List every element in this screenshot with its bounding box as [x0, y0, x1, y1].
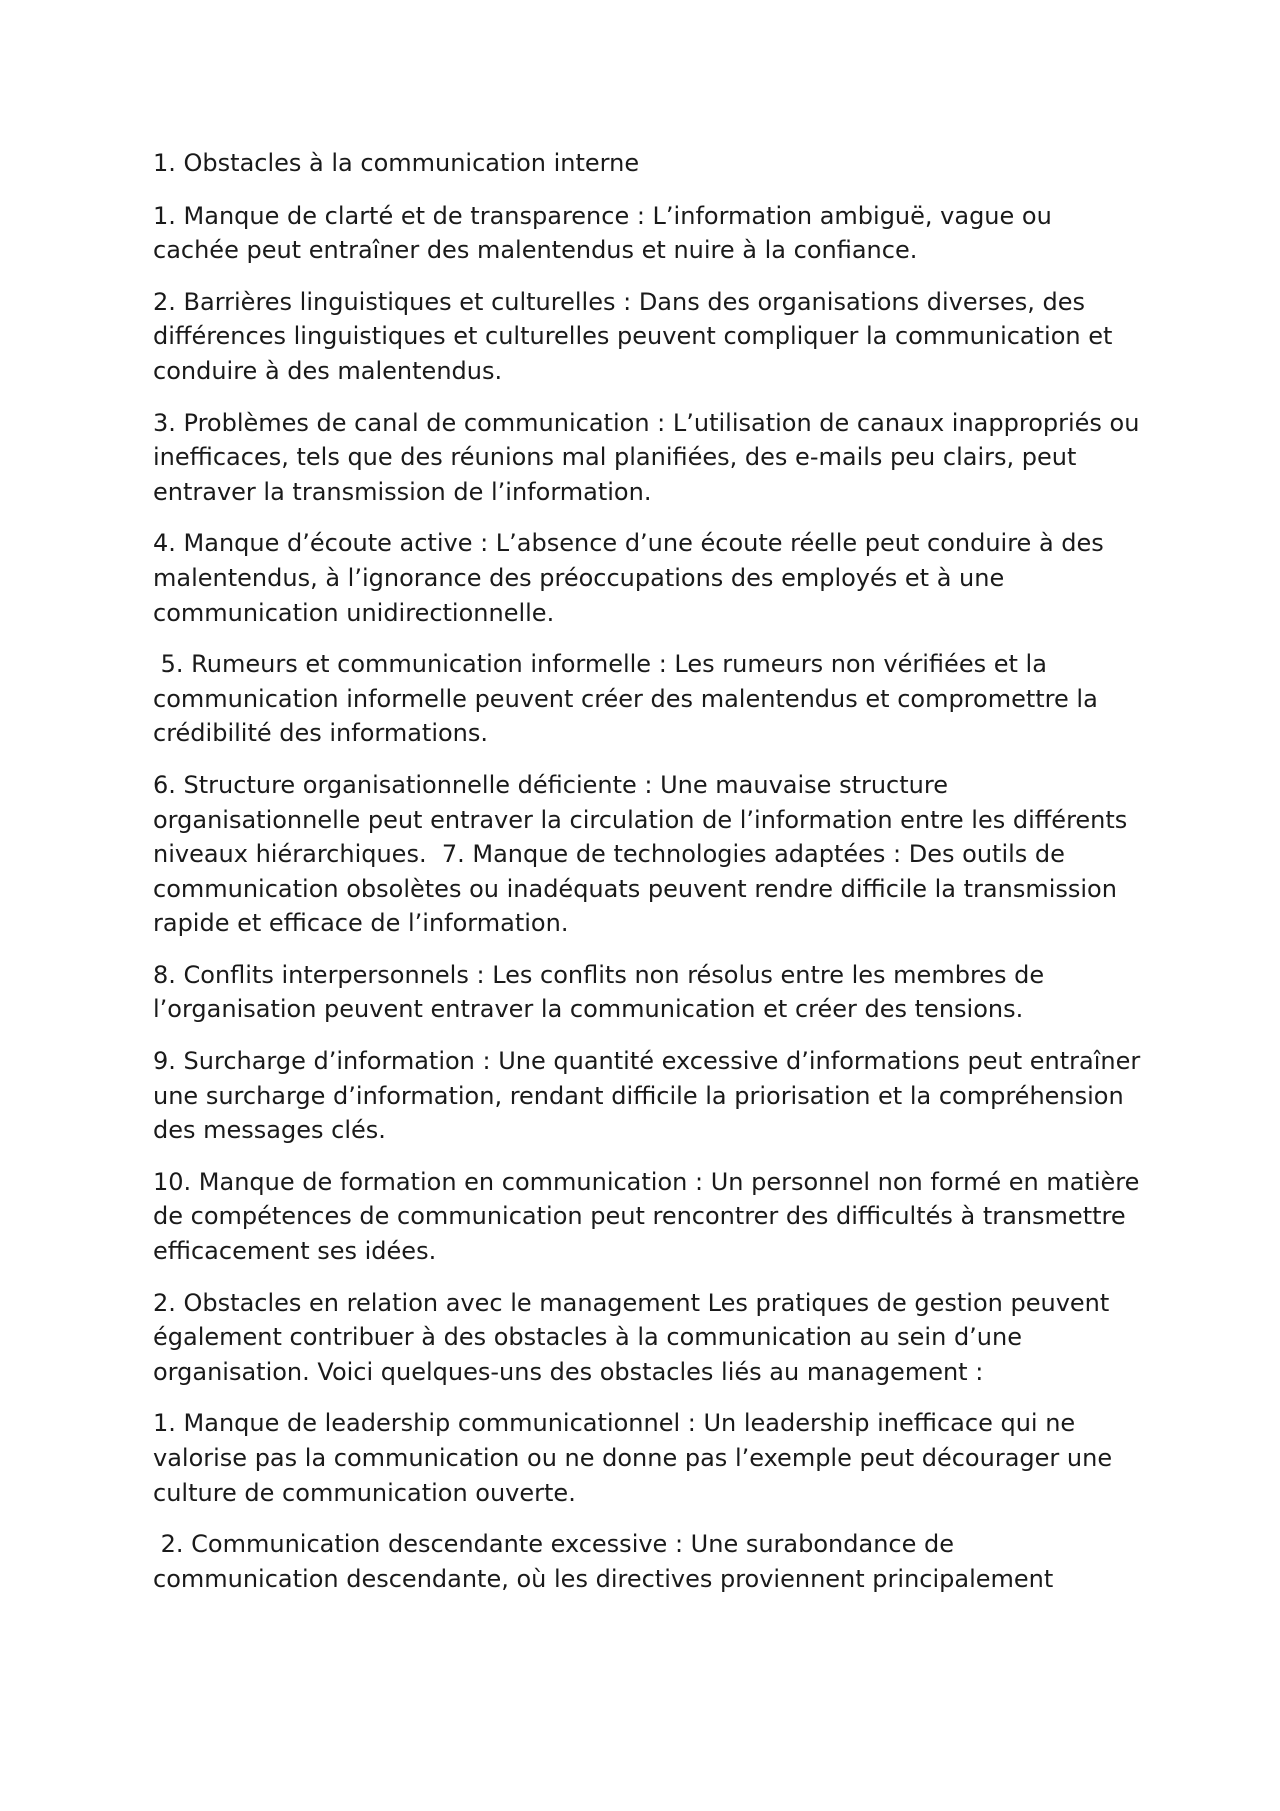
paragraph-channel-problems: 3. Problèmes de canal de communication : L’utilisation de canaux inappropriés ou inefficaces, tels que des réunions mal planifiées, des e-mails peu clairs, peut entraver la transmission de l’information.: [153, 408, 1148, 506]
paragraph-conflicts: 8. Conflits interpersonnels : Les conflits non résolus entre les membres de l’organisation peuvent entraver la communication et créer des tensions.: [153, 960, 1052, 1024]
section-heading-management-obstacles: 2. Obstacles en relation avec le management Les pratiques de gestion peuvent également contribuer à des obstacles à la communication au sein d’une organisation. Voici quelques-uns des obstacles liés au management :: [153, 1288, 1117, 1386]
paragraph-linguistic-barriers: 2. Barrières linguistiques et culturelles : Dans des organisations diverses, des différences linguistiques et culturelles peuvent compliquer la communication et conduire à des malentendus.: [153, 287, 1121, 385]
document-page: [153, 146, 1148, 1613]
paragraph-leadership: 1. Manque de leadership communicationnel : Un leadership inefficace qui ne valorise pas la communication ou ne donne pas l’exemple peut décourager une culture de communication ouverte.: [153, 1409, 1120, 1507]
paragraph-information-overload: 9. Surcharge d’information : Une quantité excessive d’informations peut entraîner une surcharge d’information, rendant difficile la priorisation et la compréhension des messages clés.: [153, 1047, 1148, 1145]
section-heading-internal-obstacles: 1. Obstacles à la communication interne: [153, 149, 640, 177]
paragraph-top-down-communication: 2. Communication descendante excessive : Une surabondance de communication descendante, où les directives proviennent principalement: [153, 1530, 1054, 1593]
paragraph-structure-technology: 6. Structure organisationnelle déficiente : Une mauvaise structure organisationnelle peut entraver la circulation de l’information entre les différents niveaux hiérarchiques. 7. Manque de technologies adaptées : Des outils de communication obsolètes ou inadéquats peuvent rendre difficile la transmission rapide et efficace de l’information.: [153, 770, 1135, 938]
paragraph-rumors: 5. Rumeurs et communication informelle : Les rumeurs non vérifiées et la communication informelle peuvent créer des malentendus et compromettre la crédibilité des informations.: [153, 650, 1106, 748]
paragraph-active-listening: 4. Manque d’écoute active : L’absence d’une écoute réelle peut conduire à des malentendus, à l’ignorance des préoccupations des employés et à une communication unidirectionnelle.: [153, 529, 1112, 627]
paragraph-clarity: 1. Manque de clarté et de transparence : L’information ambiguë, vague ou cachée peut entraîner des malentendus et nuire à la confiance.: [153, 201, 1060, 265]
paragraph-training: 10. Manque de formation en communication : Un personnel non formé en matière de compétences de communication peut rencontrer des difficultés à transmettre efficacement ses idées.: [153, 1167, 1148, 1266]
